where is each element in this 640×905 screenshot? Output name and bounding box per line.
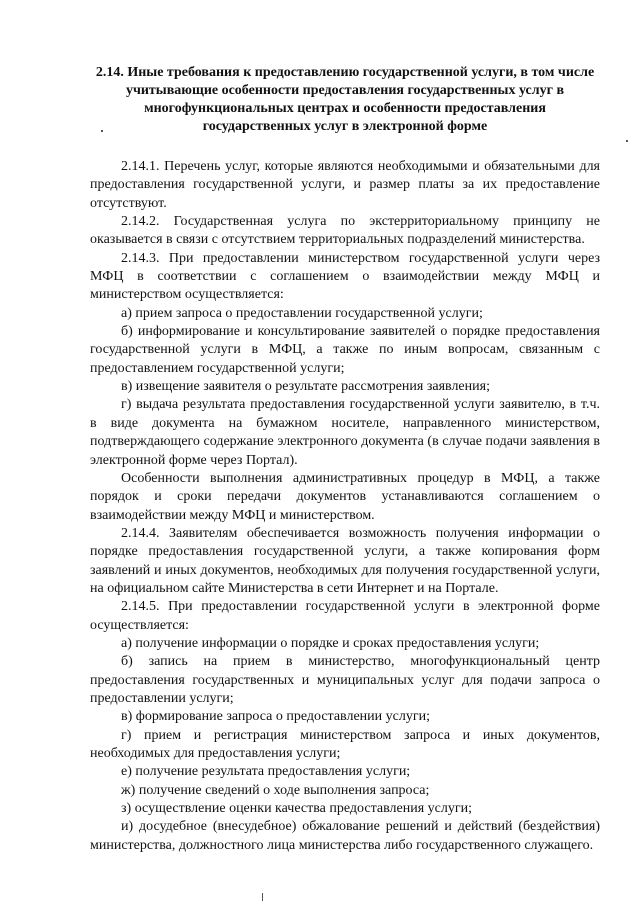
list-item-i: и) досудебное (внесудебное) обжалование решений и действий (бездействия) министерства, должностного лица министерства либо государственного служащего. [90, 819, 600, 853]
list-item-g: г) выдача результата предоставления государственной услуги заявителю, в т.ч. в виде документа на бумажном носителе, направленного министерством, подтверждающего содержание электронного документа (в случае подачи заявления в электронной форме через Портал). [90, 397, 600, 468]
list-item-g-2: г) прием и регистрация министерством запроса и иных документов, необходимых для предоставления услуги; [90, 727, 600, 761]
document-body [90, 64, 600, 855]
list-item-a-2: а) получение информации о порядке и сроках предоставления услуги; [121, 635, 540, 651]
scan-speck [101, 130, 103, 132]
list-item-v: в) извещение заявителя о результате рассмотрения заявления; [121, 379, 490, 395]
list-item-v-2: в) формирование запроса о предоставлении услуги; [121, 709, 430, 725]
paragraph-2-14-3: 2.14.3. При предоставлении министерством государственной услуги через МФЦ в соответствии с соглашением о взаимодействии между МФЦ и министерством осуществляется: [90, 250, 600, 303]
list-item-b: б) информирование и консультирование заявителей о порядке предоставления государственной услуги в МФЦ, а также по иным вопросам, связанным с предоставлением государственной услуги; [90, 324, 600, 376]
list-item-e: е) получение результата предоставления услуги; [121, 764, 411, 780]
scan-speck [626, 140, 628, 142]
paragraph-2-14-1: 2.14.1. Перечень услуг, которые являются необходимыми и обязательными для предоставления государственной услуги, и размер платы за их предоставление отсутствуют. [90, 159, 600, 211]
section-title: 2.14. Иные требования к предоставлению государственной услуги, в том числе учитывающие особенности предоставления государственных услуг в многофункциональных центрах и особенности предоставления государственных услуг в электронной форме [95, 65, 595, 134]
list-item-zh: ж) получение сведений о ходе выполнения запроса; [121, 782, 430, 798]
paragraph-2-14-4: 2.14.4. Заявителям обеспечивается возможность получения информации о порядке предоставления государственной услуги, а также копирования форм заявлений и иных документов, необходимых для получения государственной услуги, на официальном сайте Министерства в сети Интернет и на Портале. [90, 525, 600, 596]
scan-speck [262, 893, 263, 901]
paragraph-mfc-features: Особенности выполнения административных процедур в МФЦ, а также порядок и сроки передачи документов устанавливаются соглашением о взаимодействии между МФЦ и министерством. [90, 470, 600, 523]
list-item-z: з) осуществление оценки качества предоставления услуги; [121, 801, 472, 817]
list-item-a: а) прием запроса о предоставлении государственной услуги; [121, 305, 483, 321]
paragraph-2-14-5: 2.14.5. При предоставлении государственной услуги в электронной форме осуществляется: [90, 599, 600, 633]
paragraph-2-14-2: 2.14.2. Государственная услуга по экстерриториальному принципу не оказывается в связи с отсутствием территориальных подразделений министерства. [90, 214, 600, 248]
list-item-b-2: б) запись на прием в министерство, многофункциональный центр предоставления государственных и муниципальных услуг для подачи запроса о предоставлении услуги; [90, 654, 600, 706]
